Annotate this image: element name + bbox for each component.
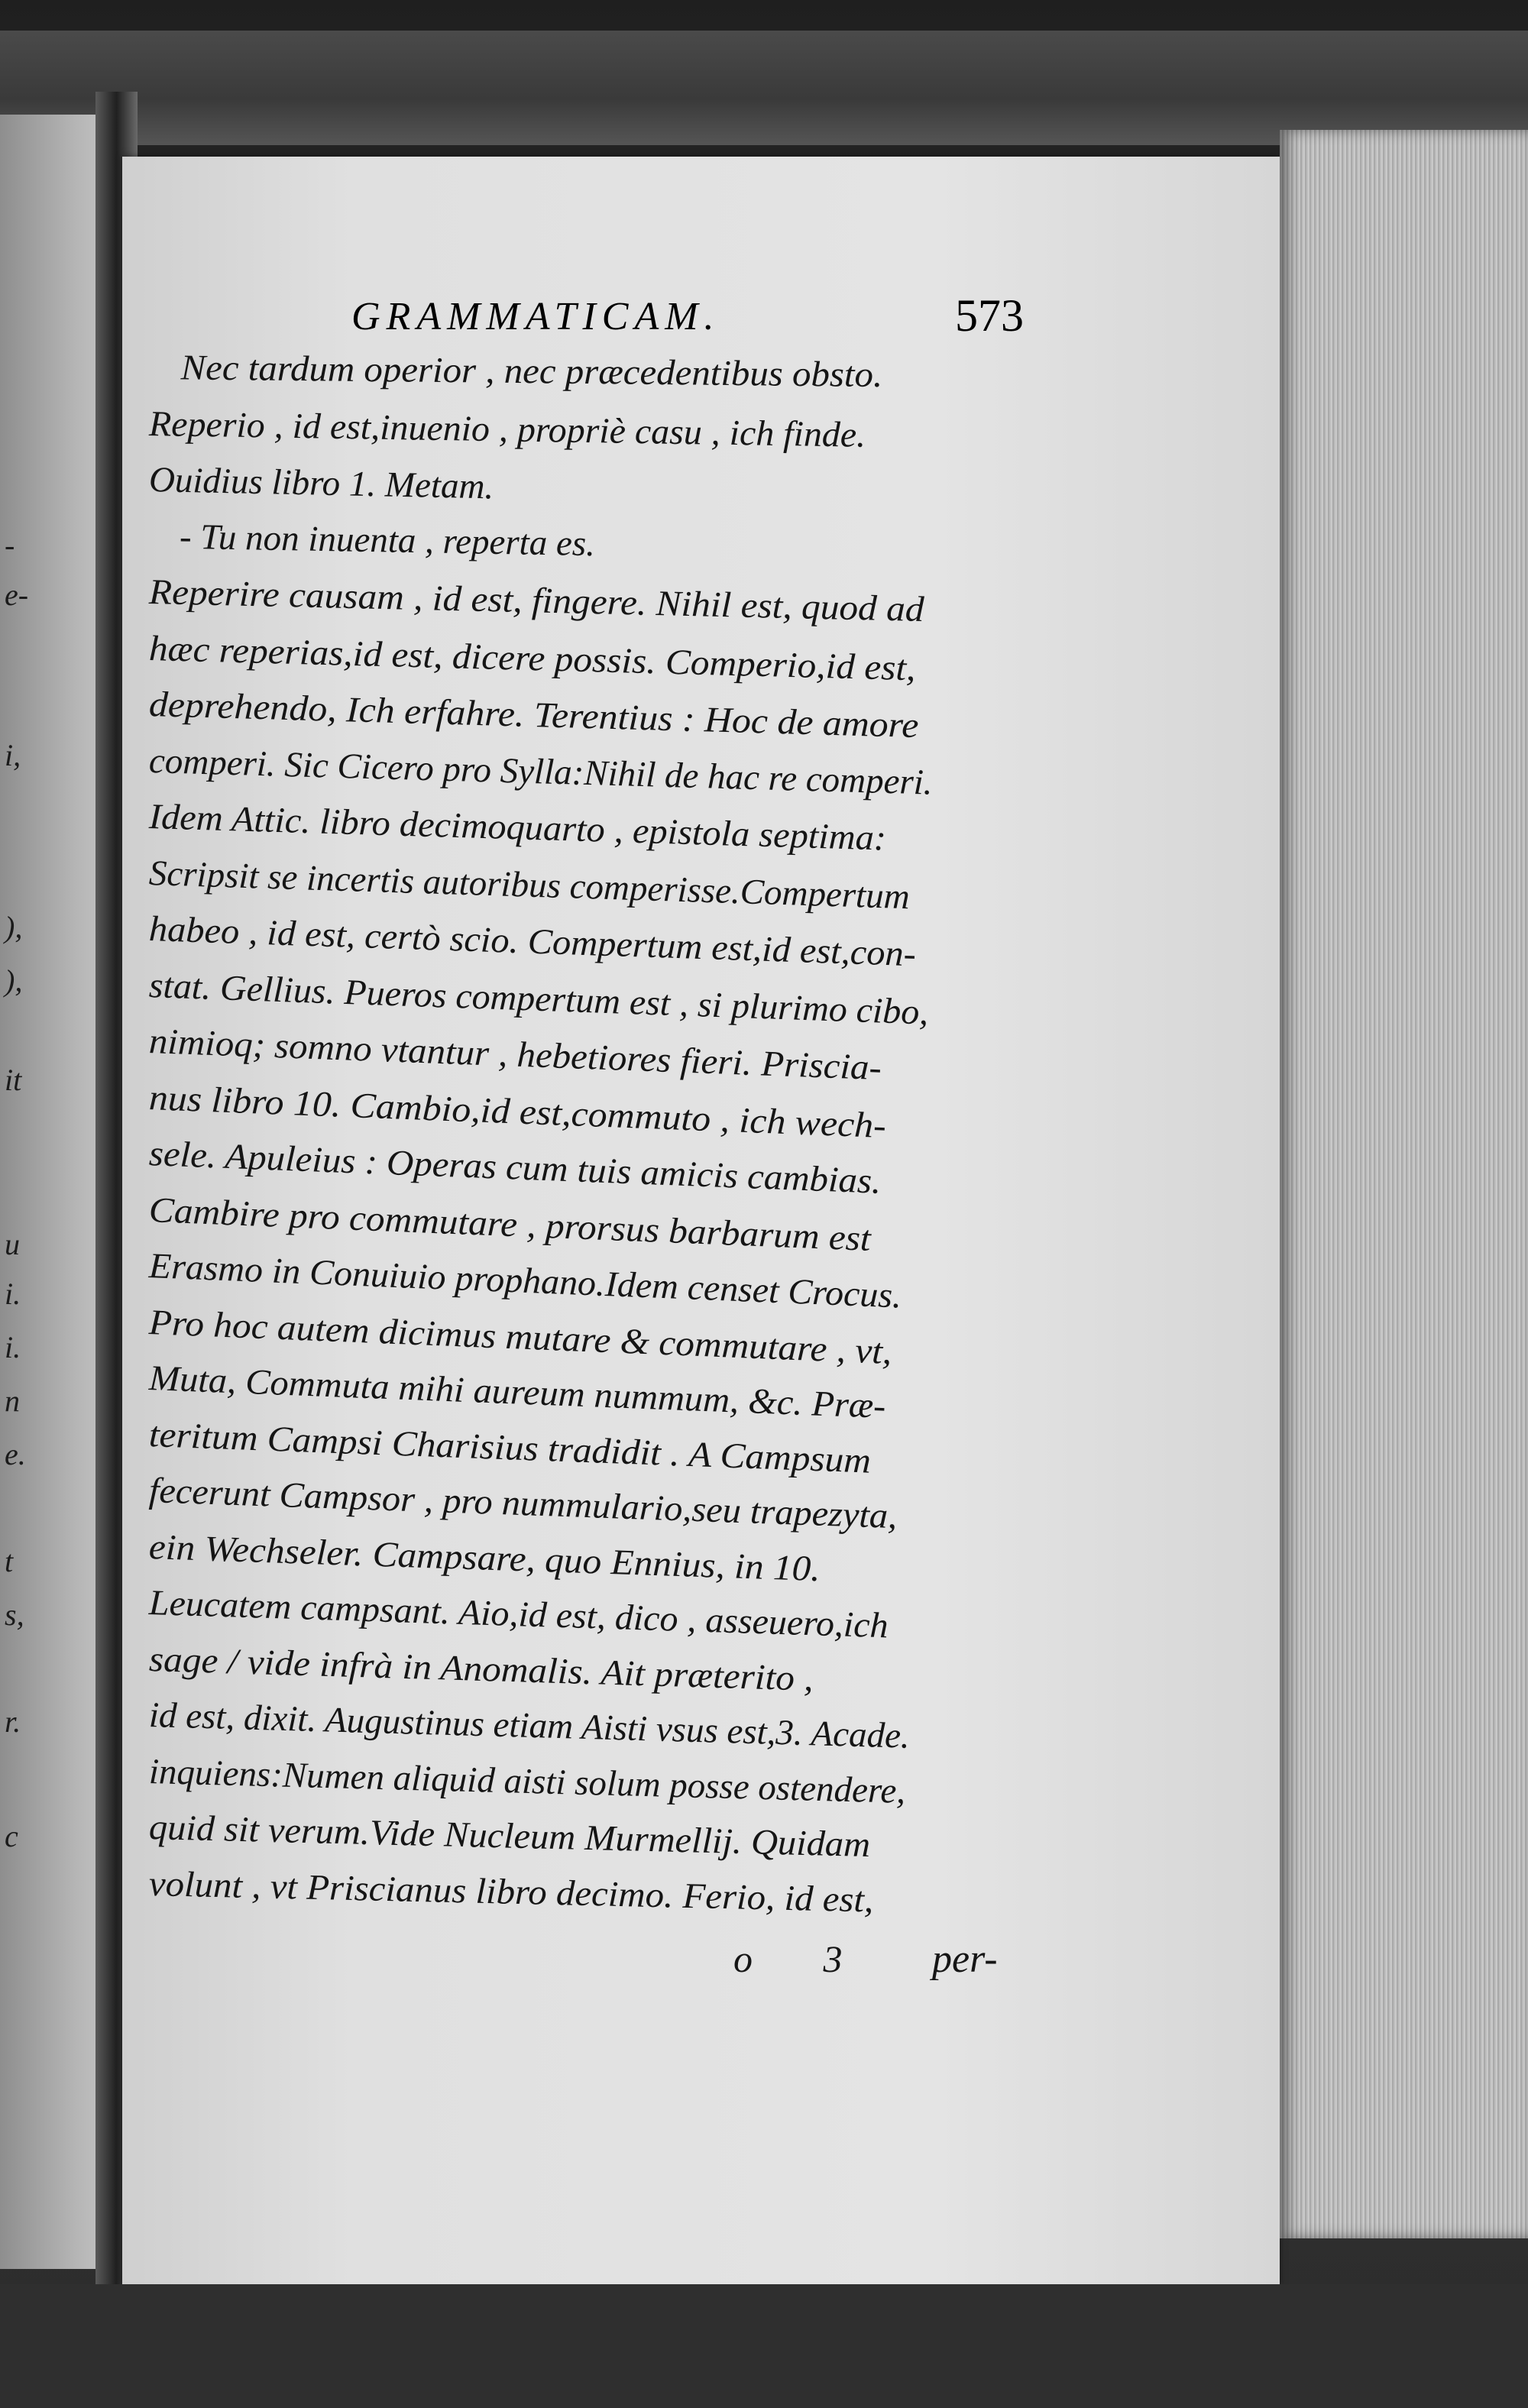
text-line: sage / vide infrà in Anomalis. Ait præterito , xyxy=(148,1639,814,1699)
margin-mark: - xyxy=(5,528,15,562)
text-line: id est, dixit. Augustinus etiam Aisti vsus est,3. Acade. xyxy=(148,1695,911,1756)
text-line: ein Wechseler. Campsare, quo Ennius, in 10. xyxy=(148,1526,821,1589)
left-margin-marks xyxy=(0,115,38,2269)
text-line: hæc reperias,id est, dicere possis. Comperio,id est, xyxy=(148,628,917,688)
margin-mark: i. xyxy=(5,1330,21,1364)
text-line: Scripsit se incertis autoribus comperisse.Compertum xyxy=(148,853,911,917)
margin-mark: r. xyxy=(5,1704,21,1739)
margin-mark: e- xyxy=(5,578,29,612)
text-line: Cambire pro commutare , prorsus barbarum est xyxy=(147,1189,872,1259)
page-edges xyxy=(1280,130,1528,2238)
text-line: Muta, Commuta mihi aureum nummum, &c. Præ- xyxy=(148,1358,887,1427)
signature-mark: o 3 xyxy=(733,1937,873,1980)
text-line: comperi. Sic Cicero pro Sylla:Nihil de hac re comperi. xyxy=(148,740,934,803)
margin-mark: s, xyxy=(5,1597,24,1632)
text-line: teritum Campsi Charisius tradidit . A Campsum xyxy=(148,1414,872,1481)
running-head: GRAMMATICAM. xyxy=(351,295,720,338)
margin-mark: it xyxy=(5,1063,22,1097)
text-line: - Tu non inuenta , reperta es. xyxy=(179,516,596,564)
text-line: volunt , vt Priscianus libro decimo. Ferio, id est, xyxy=(148,1863,874,1921)
text-line: nus libro 10. Cambio,id est,commuto , ich wech- xyxy=(148,1077,887,1146)
text-line: inquiens:Numen aliquid aisti solum posse ostendere, xyxy=(148,1751,906,1811)
text-line: Erasmo in Conuiuio prophano.Idem censet Crocus. xyxy=(147,1246,903,1316)
text-line: nimioq; somno vtantur , hebetiores fieri. Priscia- xyxy=(148,1021,882,1089)
text-line: Leucatem campsant. Aio,id est, dico , asseuero,ich xyxy=(148,1583,889,1646)
margin-mark: i, xyxy=(5,738,21,772)
text-line: Ouidius libro 1. Metam. xyxy=(148,460,494,507)
text-line: Idem Attic. libro decimoquarto , epistola septima: xyxy=(148,797,887,859)
body-text xyxy=(147,340,1020,1921)
text-line: sele. Apuleius : Operas cum tuis amicis cambias. xyxy=(148,1134,882,1202)
text-line: deprehendo, Ich erfahre. Terentius : Hoc de amore xyxy=(148,685,920,746)
margin-mark: t xyxy=(5,1544,14,1578)
margin-mark: u xyxy=(5,1227,20,1261)
margin-mark: n xyxy=(5,1384,20,1418)
text-line: fecerunt Campsor , pro nummulario,seu trapezyta, xyxy=(148,1471,898,1537)
text-line: stat. Gellius. Pueros compertum est , si plurimo cibo, xyxy=(148,965,930,1033)
book-cover-top xyxy=(0,31,1528,145)
margin-mark: ), xyxy=(5,963,23,998)
margin-mark: e. xyxy=(5,1437,26,1471)
margin-mark: c xyxy=(5,1819,18,1853)
margin-mark: ), xyxy=(5,910,23,944)
bottom-shadow xyxy=(0,2284,1528,2408)
text-line: Pro hoc autem dicimus mutare & commutare , vt, xyxy=(147,1302,893,1372)
catchword: per- xyxy=(932,1937,998,1981)
text-line: quid sit verum.Vide Nucleum Murmellij. Quidam xyxy=(148,1808,871,1866)
text-line: Nec tardum operior , nec præcedentibus obsto. xyxy=(180,348,883,396)
text-line: habeo , id est, certò scio. Compertum est,id est,con- xyxy=(148,909,917,975)
page-number: 573 xyxy=(955,290,1024,341)
margin-mark: i. xyxy=(5,1277,21,1311)
text-line: Reperio , id est,inuenio , propriè casu , ich finde. xyxy=(148,403,866,455)
text-line: Reperire causam , id est, fingere. Nihil est, quod ad xyxy=(148,572,925,630)
